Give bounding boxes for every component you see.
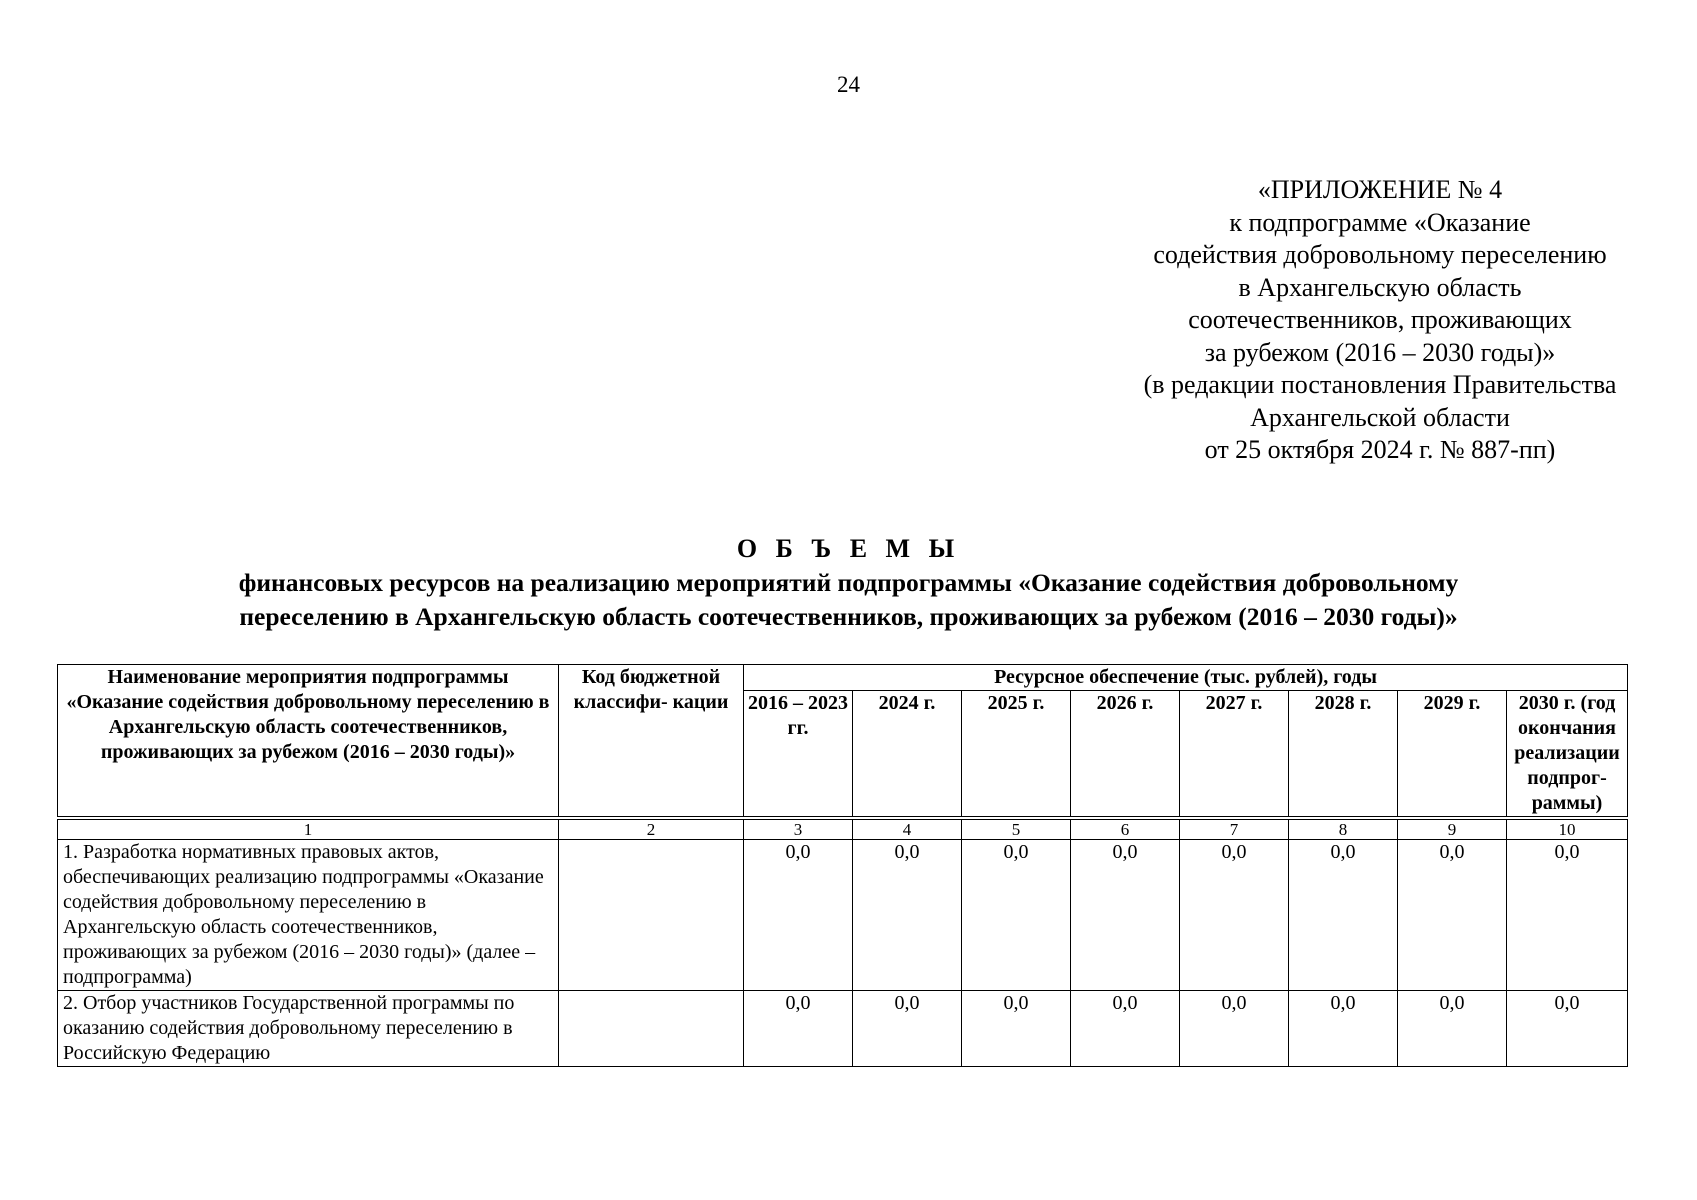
value-cell: 0,0 xyxy=(853,840,962,991)
column-number: 6 xyxy=(1071,818,1180,840)
appendix-line: от 25 октября 2024 г. № 887-пп) xyxy=(1204,435,1556,464)
value-cell: 0,0 xyxy=(1507,991,1628,1067)
column-number: 5 xyxy=(962,818,1071,840)
value-cell: 0,0 xyxy=(1398,840,1507,991)
budget-code-cell xyxy=(559,840,744,991)
value-cell: 0,0 xyxy=(962,840,1071,991)
column-number: 9 xyxy=(1398,818,1507,840)
column-number: 3 xyxy=(744,818,853,840)
column-number: 10 xyxy=(1507,818,1628,840)
value-cell: 0,0 xyxy=(1289,991,1398,1067)
header-resources: Ресурсное обеспечение (тыс. рублей), годы xyxy=(744,665,1628,691)
appendix-line: к подпрограмме «Оказание xyxy=(1229,207,1531,237)
table-row xyxy=(58,840,1628,991)
activity-name-cell: 1. Разработка нормативных правовых актов, обеспечивающих реализацию подпрограммы «Оказание содействия добровольному переселению в Архангельскую область соотечественников, проживающих за рубежом (2016 – 2030 годы)» (далее – подпрограмма) xyxy=(58,840,559,991)
table-row xyxy=(58,991,1628,1067)
header-year: 2025 г. xyxy=(962,691,1071,819)
column-number: 1 xyxy=(58,818,559,840)
value-cell: 0,0 xyxy=(1507,840,1628,991)
header-year: 2024 г. xyxy=(853,691,962,819)
document-heading xyxy=(0,532,1697,634)
appendix-block xyxy=(1110,174,1650,467)
header-year: 2016 – 2023 гг. xyxy=(744,691,853,819)
value-cell: 0,0 xyxy=(962,991,1071,1067)
appendix-line: Архангельской области xyxy=(1250,402,1510,432)
document-subtitle-line: финансовых ресурсов на реализацию мероприятий подпрограммы «Оказание содействия добровольному xyxy=(238,568,1459,597)
resources-table xyxy=(57,664,1628,1067)
header-budget-code: Код бюджетной классифи- кации xyxy=(559,665,744,819)
column-number: 4 xyxy=(853,818,962,840)
page-number: 24 xyxy=(837,72,860,97)
column-number: 8 xyxy=(1289,818,1398,840)
value-cell: 0,0 xyxy=(744,991,853,1067)
appendix-line: в Архангельскую область xyxy=(1238,272,1522,302)
appendix-line: «ПРИЛОЖЕНИЕ № 4 xyxy=(1257,175,1503,204)
value-cell: 0,0 xyxy=(1398,991,1507,1067)
value-cell: 0,0 xyxy=(1289,840,1398,991)
column-number: 7 xyxy=(1180,818,1289,840)
document-title: О Б Ъ Е М Ы xyxy=(736,534,961,563)
header-year: 2028 г. xyxy=(1289,691,1398,819)
value-cell: 0,0 xyxy=(1071,840,1180,991)
value-cell: 0,0 xyxy=(744,840,853,991)
appendix-line: за рубежом (2016 – 2030 годы)» xyxy=(1204,337,1556,367)
budget-code-cell xyxy=(559,991,744,1067)
value-cell: 0,0 xyxy=(1071,991,1180,1067)
value-cell: 0,0 xyxy=(1180,991,1289,1067)
appendix-line: содействия добровольному переселению xyxy=(1153,240,1607,269)
appendix-line: соотечественников, проживающих xyxy=(1188,305,1572,334)
appendix-line: (в редакции постановления Правительства xyxy=(1143,370,1617,399)
column-number: 2 xyxy=(559,818,744,840)
document-subtitle-line: переселению в Архангельскую область соотечественников, проживающих за рубежом (2016 – 2030 годы)» xyxy=(239,602,1458,631)
activity-name-cell: 2. Отбор участников Государственной программы по оказанию содействия добровольному переселению в Российскую Федерацию xyxy=(58,991,559,1067)
header-year: 2027 г. xyxy=(1180,691,1289,819)
header-year: 2026 г. xyxy=(1071,691,1180,819)
value-cell: 0,0 xyxy=(853,991,962,1067)
header-activity-name: Наименование мероприятия подпрограммы «Оказание содействия добровольному переселению в Архангельскую область соотечественников, проживающих за рубежом (2016 – 2030 годы)» xyxy=(58,665,559,819)
column-number-row xyxy=(58,818,1628,840)
value-cell: 0,0 xyxy=(1180,840,1289,991)
header-year: 2029 г. xyxy=(1398,691,1507,819)
header-year: 2030 г. (год окончания реализации подпрог- раммы) xyxy=(1507,691,1628,819)
